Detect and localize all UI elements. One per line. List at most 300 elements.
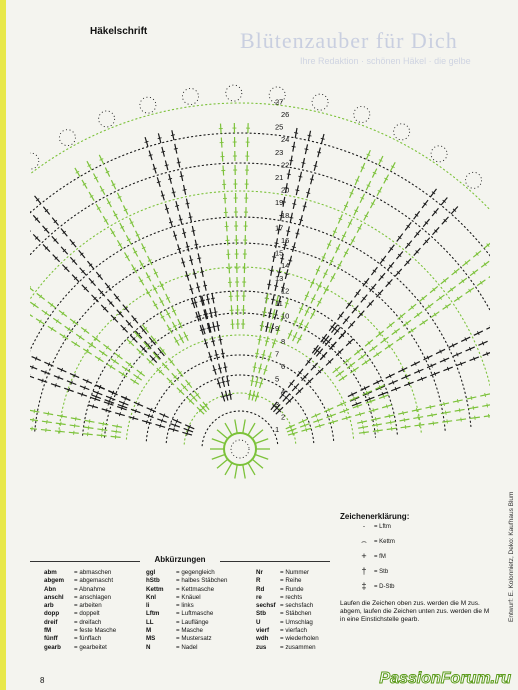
scallop-loop [466,172,482,188]
stitch-bar [194,244,198,245]
center-stitch [252,430,263,439]
stitch-mark [489,272,490,278]
abbreviations-column-1 [44,569,116,652]
stitch-bar [375,417,376,421]
stitch-bar [383,395,384,399]
stitch-bar [430,405,431,409]
abbreviation-meaning: = Kettmasche [176,585,215,593]
stitch-bar [145,141,149,142]
abbreviation-key: dopp [44,610,60,618]
stitch-bar [200,272,204,273]
stitch-bar [42,379,43,383]
stitch-bar [186,246,190,247]
abbreviation-row [146,569,227,577]
stitch-mark [30,428,37,429]
stitch-bar [174,424,175,428]
abbreviation-meaning: = Umschlag [280,618,313,626]
abbreviation-row [146,594,227,602]
stitch-bar [268,327,272,328]
stitch-bar [370,400,371,404]
stitch-bar [218,339,222,340]
legend-symbol: ⌢ [361,536,367,546]
stitch-bar [213,369,217,370]
abbreviation-key: U [256,618,261,626]
stitch-bar [146,420,147,424]
center-stitch [243,419,245,433]
stitch-bar [447,419,448,423]
stitch-bar [161,419,162,423]
stitch-bar [459,408,460,412]
stitch-bar [211,298,215,299]
abbreviation-row [44,569,116,577]
stitch-mark [484,242,490,248]
stitch-bar [153,168,157,169]
abbreviation-key: M [146,627,152,635]
abbreviation-key: Knl [146,593,156,601]
stitch-bar [33,418,34,422]
legend-symbol: † [361,566,367,576]
stitch-bar [96,395,97,399]
row-number: 16 [281,236,290,245]
center-stitch [212,454,225,459]
stitch-bar [196,287,200,288]
stitch-bar [188,428,189,432]
center-stitch [235,419,237,433]
stitch-bar [253,367,257,368]
abbreviation-row [44,602,116,610]
abbreviation-key: abgem [44,577,64,585]
abbreviation-meaning: = abgemascht [74,577,114,585]
abbreviation-row [146,610,227,618]
abbreviation-row [146,644,227,652]
abbreviation-key: abm [44,569,57,576]
abbreviation-meaning: = vierfach [280,627,307,635]
abbreviation-row [256,619,319,627]
row-number: 21 [275,173,284,182]
stitch-bar [346,416,347,420]
watermark: PassionForum.ru [355,664,515,690]
stitch-mark [482,405,490,407]
legend-symbol: · [362,521,366,531]
stitch-bar [181,262,185,263]
stitch-bar [102,428,103,432]
stitch-bar [275,243,279,244]
stitch-bar [308,135,312,136]
chain-ring [30,191,490,427]
abbreviation-key: Stb [256,610,266,618]
abbreviation-row [146,602,227,610]
ghost-heading: Blütenzauber für Dich [240,28,458,53]
stitch-bar [34,409,35,413]
stitch-bar [418,416,419,420]
stitch-bar [255,382,259,383]
stitch-bar [285,274,289,275]
center-stitch [248,463,255,475]
stitch-bar [122,404,123,408]
abbreviation-meaning: = Mustersatz [176,635,212,643]
abbreviation-key: ggl [146,569,156,576]
abbreviation-meaning: = gegengleich [176,569,215,576]
row-number: 19 [275,198,284,208]
stitch-fan [248,293,289,401]
center-stitch [243,465,245,479]
abbreviation-key: LL [146,618,154,626]
stitch-bar [362,420,363,424]
abbreviation-row [44,635,116,643]
stitch-bar [405,425,406,429]
stitch-bar [116,430,117,434]
stitch-bar [292,247,296,248]
stitch-mark [30,311,33,316]
stitch-bar [203,285,207,286]
stitch-bar [206,299,210,300]
row-number: 13 [275,273,284,283]
legend-text: = Lftm [374,524,391,530]
stitch-bar [390,420,391,424]
abbreviation-key: MS [146,635,156,643]
stitch-bar [299,219,303,220]
center-stitch [225,423,232,435]
stitch-bar [165,208,169,209]
abbreviation-key: anschl [44,593,64,601]
abbreviation-key: li [146,602,150,610]
stitch-bar [189,260,193,261]
stitch-bar [378,429,379,433]
stitch-bar [197,258,201,259]
abbreviation-meaning: = Runde [280,585,304,593]
abbreviation-meaning: = Reihe [280,577,302,585]
stitch-mark [30,285,34,291]
stitch-fan [127,325,209,414]
row-number: 25 [275,122,284,132]
stitch-bar [306,428,307,432]
abbreviation-meaning: = Nadel [176,643,198,651]
stitch-bar [174,148,178,149]
legend-item [340,551,500,566]
symbol-legend [340,512,500,624]
stitch-bar [403,411,404,415]
stitch-bar [171,135,175,136]
stitch-bar [419,423,420,427]
stitch-bar [285,303,289,304]
abbreviation-meaning: = Nummer [280,569,310,576]
abbreviation-row [256,644,319,652]
abbreviation-meaning: = fünffach [74,635,102,643]
abbreviation-key: Abn [44,585,57,593]
row-number: 23 [275,147,284,157]
stitch-bar [212,326,216,327]
stitch-bar [473,406,474,410]
stitch-bar [330,414,331,418]
abbreviation-key: Rd [256,585,265,593]
stitch-bar [161,151,165,152]
abbreviation-meaning: = zusammen [280,643,316,651]
stitch-bar [357,404,358,408]
legend-item [340,566,500,581]
abbreviation-key: re [256,593,262,601]
abbreviation-key: N [146,643,151,651]
stitch-bar [168,178,172,179]
legend-symbol: + [361,551,367,561]
legend-text: = Kettm [374,539,395,545]
stitch-mark [30,375,34,378]
stitch-bar [310,179,314,180]
stitch-bar [344,409,345,413]
stitch-bar [262,354,266,355]
stitch-bar [117,424,118,428]
stitch-mark [30,205,31,212]
stitch-bar [317,152,321,153]
stitch-bar [180,176,184,177]
stitch-fan [260,128,325,333]
abbreviation-row [146,627,227,635]
abbreviation-key: vierf [256,627,270,635]
center-stitch [217,459,228,468]
stitch-bar [359,412,360,416]
abbreviation-meaning: = Lauflänge [176,618,209,626]
stitch-bar [296,233,300,234]
stitch-bar [48,412,49,416]
stitch-bar [258,368,262,369]
stitch-bar [286,231,290,232]
stitch-bar [461,418,462,422]
stitch-bar [265,341,269,342]
abbreviation-row [256,569,319,577]
abbreviation-key: Nr [256,569,263,576]
stitch-bar [292,146,296,147]
center-stitch [252,459,263,468]
abbreviation-meaning: = Knäuel [176,593,201,601]
stitch-bar [250,381,254,382]
stitch-bar [226,381,230,382]
stitch-fan [145,130,216,334]
abbreviation-row [256,586,319,594]
stitch-bar [268,313,272,314]
stitch-bar [487,403,488,407]
stitch-bar [191,231,195,232]
stitch-bar [189,289,193,290]
scallop-loop [312,94,328,110]
stitch-bar [295,190,299,191]
stitch-bar [263,312,267,313]
stitch-bar [444,402,445,406]
stitch-bar [289,217,293,218]
stitch-bar [182,233,186,234]
row-number: 1 [275,425,280,434]
abbreviation-row [256,610,319,618]
chain-ring [59,267,422,433]
abbreviations-title: Abkürzungen [154,555,206,564]
stitch-bar [158,138,162,139]
scallop-loop [30,153,39,169]
row-number: 5 [275,374,280,384]
stitch-bar [274,286,278,287]
stitch-fan [348,306,490,405]
stitch-bar [93,404,94,408]
stitch-fan [333,242,490,381]
stitch-bar [157,182,161,183]
abbreviation-row [256,602,319,610]
row-number: 15 [275,248,284,258]
stitch-bar [272,343,276,344]
abbreviation-row [44,619,116,627]
abbreviation-meaning: = gearbeitet [74,643,107,651]
legend-text: = Stb [374,569,389,575]
scallop-loop [140,97,156,113]
row-number: 27 [275,97,284,107]
abbreviation-row [44,610,116,618]
row-number: 24 [281,135,290,145]
stitch-bar [373,408,374,412]
stitch-bar [317,419,318,423]
center-stitch [235,465,237,479]
stitch-bar [303,206,307,207]
abbreviation-key: sechsf [256,602,276,610]
abbreviation-row [256,594,319,602]
legend-item [340,536,500,551]
scallop-loop [99,111,115,127]
stitch-bar [75,417,76,421]
stitch-bar [306,192,310,193]
scallop-loop [182,88,198,104]
stitch-bar [183,189,187,190]
stitch-bar [223,367,227,368]
stitch-bar [196,316,200,317]
stitch-bar [265,298,269,299]
stitch-bar [485,393,486,397]
stitch-bar [88,426,89,430]
stitch-bar [267,284,271,285]
center-stitch [225,463,232,475]
stitch-bar [165,165,169,166]
abbreviation-key: fM [44,627,52,635]
abbreviation-key: fünff [44,635,58,643]
stitch-bar [259,383,263,384]
stitch-bar [321,138,325,139]
stitch-bar [304,149,308,150]
stitch-bar [314,165,318,166]
scallop-loop [59,130,75,146]
abbreviations-column-2 [146,569,227,652]
stitch-fan [286,385,392,435]
row-number: 7 [275,349,280,359]
abbreviation-key: Lftm [146,610,160,618]
abbreviation-meaning: = wiederholen [280,635,319,643]
abbreviation-key: gearb [44,643,61,651]
row-number: 9 [275,324,280,334]
stitch-bar [280,258,284,259]
stitch-bar [169,222,173,223]
legend-list [340,521,500,596]
stitch-bar [272,314,276,315]
center-stitch [255,439,268,444]
abbreviation-key: R [256,577,261,585]
stitch-fan [30,251,145,385]
stitch-bar [445,411,446,415]
stitch-bar [173,235,177,236]
abbreviation-meaning: = Abnahme [74,585,106,593]
stitch-fan [357,378,490,435]
stitch-bar [119,412,120,416]
stitch-bar [186,203,190,204]
stitch-bar [489,414,490,418]
stitch-bar [215,354,219,355]
chart-rings [30,85,490,446]
legend-title: Zeichenerklärung: [340,512,410,521]
abbreviation-meaning: = Masche [176,627,203,635]
row-number: 22 [281,160,290,170]
stitch-bar [133,416,134,420]
stitch-bar [248,395,252,396]
stitch-bar [391,427,392,431]
abbreviation-key: hStb [146,577,160,585]
abbreviation-meaning: = feste Masche [74,627,117,635]
stitch-mark [483,352,490,356]
stitch-bar [160,424,161,428]
stitch-bar [82,393,83,397]
stitch-bar [377,423,378,427]
stitch-bar [298,176,302,177]
row-number: 3 [275,399,280,409]
stitch-bar [404,418,405,422]
abbreviation-meaning: = Stäbchen [280,610,312,618]
scallop-loop [226,85,242,101]
center-ring-inner [231,440,249,458]
abbreviation-key: wdh [256,635,269,643]
stitch-bar [292,204,296,205]
stitch-bar [221,353,225,354]
row-number: 4 [281,387,286,397]
stitch-fan [219,123,250,329]
stitch-bar [172,192,176,193]
stitch-bar [191,303,195,304]
stitch-bar [389,414,390,418]
stitch-bar [109,400,110,404]
stitch-bar [211,341,215,342]
stitch-bar [148,414,149,418]
stitch-bar [106,408,107,412]
stitch-bar [173,428,174,432]
stitch-mark [30,365,37,369]
stitch-bar [291,428,292,432]
row-number: 6 [281,362,286,371]
stitch-bar [432,413,433,417]
crochet-chart [30,44,490,514]
center-stitch [255,454,268,459]
stitch-bar [60,422,61,426]
stitch-fan [88,385,194,435]
abbreviation-meaning: = Luftmasche [176,610,214,618]
legend-item [340,521,500,536]
chart-fans [30,123,490,439]
stitch-mark [486,325,490,329]
abbreviation-key: dreif [44,618,58,626]
abbreviation-row [146,586,227,594]
row-number: 12 [281,286,290,296]
abbreviation-row [256,577,319,585]
page-number: 8 [40,676,45,685]
abbreviation-row [146,619,227,627]
page-title: Häkelschrift [90,26,148,37]
stitch-bar [218,368,222,369]
abbreviation-meaning: = halbes Stäbchen [176,577,228,585]
stitch-bar [287,174,291,175]
row-number: 20 [281,185,290,195]
stitch-bar [217,383,221,384]
stitch-bar [386,404,387,408]
abbreviations-box [30,555,330,673]
stitch-bar [471,396,472,400]
